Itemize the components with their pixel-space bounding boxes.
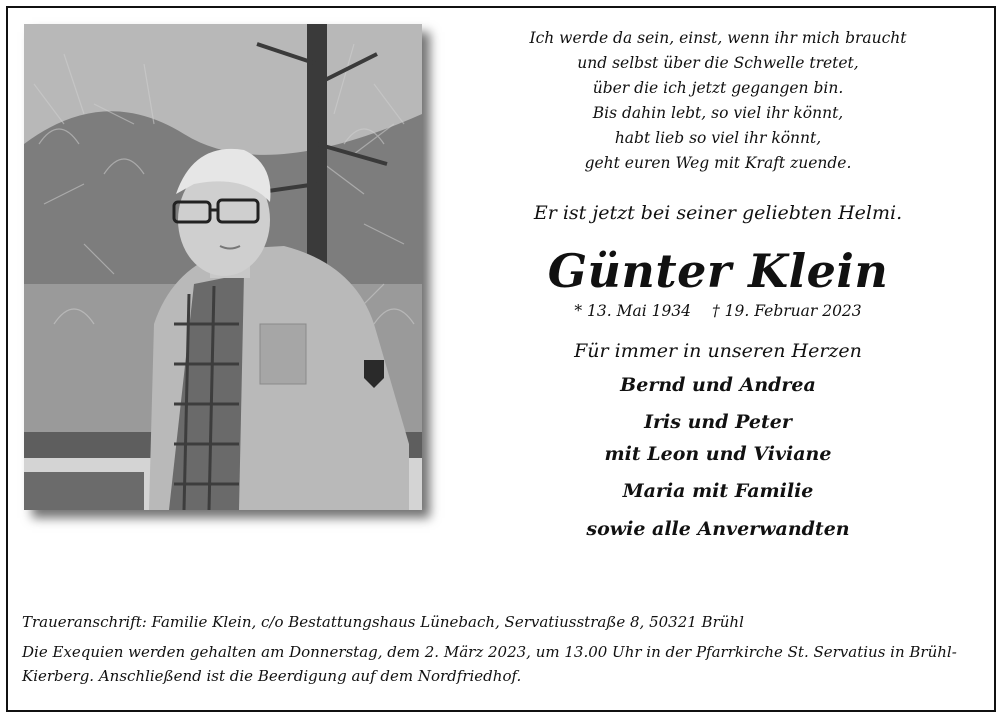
poem-line: Ich werde da sein, einst, wenn ihr mich braucht [529,29,907,47]
poem-line: Bis dahin lebt, so viel ihr könnt, [592,104,844,122]
mourners [458,368,978,546]
birth-date: * 13. Mai 1934 [574,302,692,320]
portrait-photo [24,24,422,510]
poem-line: über die ich jetzt gegangen bin. [592,79,844,97]
poem-line: geht euren Weg mit Kraft zuende. [584,154,852,172]
footer [22,610,982,688]
obituary-frame [6,6,996,712]
mourner-line: Iris und Peter [644,411,792,433]
mourner-group [458,406,978,470]
mourner-group: sowie alle Anverwandten [586,518,850,540]
text-column [458,22,978,550]
poem-line: und selbst über die Schwelle tretet, [577,54,859,72]
poem-line: habt lieb so viel ihr könnt, [614,129,822,147]
poem [458,26,978,176]
life-dates [458,302,978,320]
mourning-address: Traueranschrift: Familie Klein, c/o Bestattungshaus Lünebach, Servatiusstraße 8, 50321 Brühl [22,613,744,631]
mourner-group: Bernd und Andrea [620,374,816,396]
death-date: † 19. Februar 2023 [711,302,862,320]
dedication: Er ist jetzt bei seiner geliebten Helmi. [533,202,903,224]
mourner-line: mit Leon und Viviane [604,443,832,465]
deceased-name: Günter Klein [547,244,889,298]
forever-line: Für immer in unseren Herzen [574,340,862,362]
portrait-image [24,24,422,510]
service-info: Die Exequien werden gehalten am Donnerstag, dem 2. März 2023, um 13.00 Uhr in der Pfarrkirche St. Servatius in Brühl-Kierberg. Anschließend ist die Beerdigung auf dem Nordfriedhof. [22,643,957,685]
mourner-group: Maria mit Familie [622,480,814,502]
